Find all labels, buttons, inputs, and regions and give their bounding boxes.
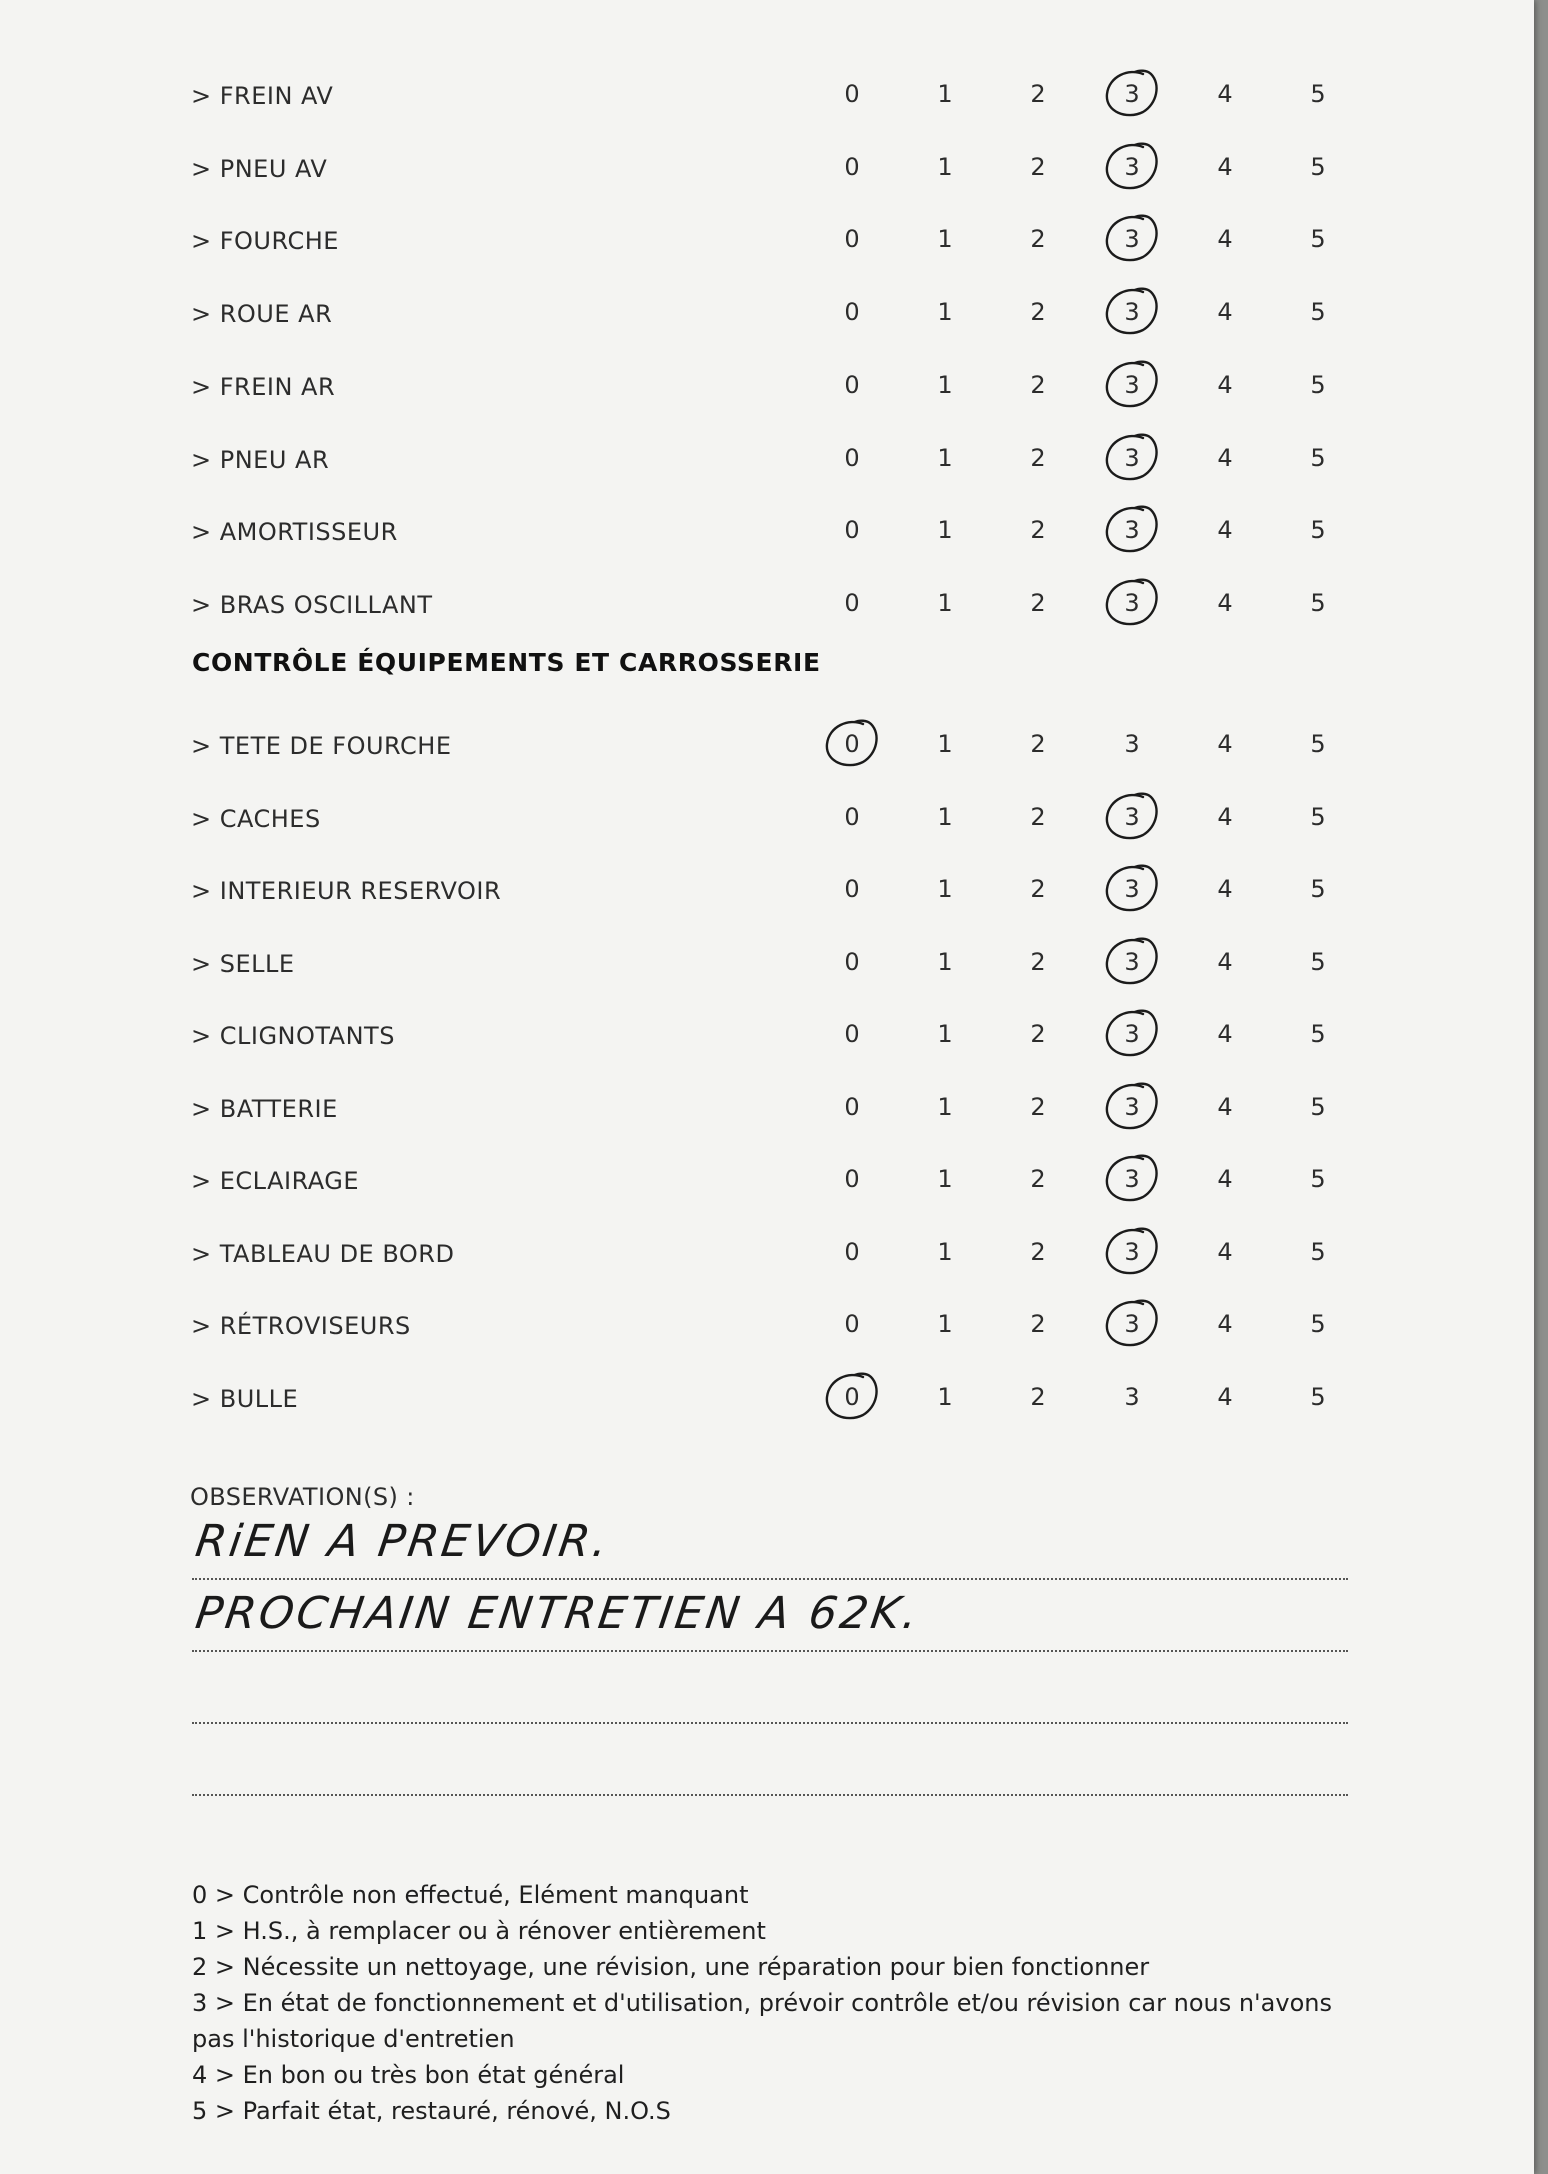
rating-value: 3 xyxy=(1124,1237,1140,1266)
checklist-item-label: > BULLE xyxy=(191,1384,299,1413)
rating-value: 3 xyxy=(1124,1165,1140,1193)
rating-option-4 xyxy=(1205,589,1245,617)
rating-value: 0 xyxy=(844,298,860,327)
rating-option-0 xyxy=(832,80,872,108)
rating-option-5 xyxy=(1298,875,1338,903)
rating-option-3 xyxy=(1112,1238,1152,1266)
rating-option-1 xyxy=(925,1310,965,1338)
rating-value: 1 xyxy=(937,1382,953,1411)
rating-value: 1 xyxy=(937,152,953,181)
rating-option-4 xyxy=(1205,730,1245,758)
rating-option-4 xyxy=(1205,803,1245,831)
rating-value: 1 xyxy=(937,80,953,108)
rating-option-1 xyxy=(925,1383,965,1411)
rating-value: 4 xyxy=(1217,1382,1233,1411)
rating-value: 5 xyxy=(1310,443,1326,472)
rating-option-0 xyxy=(832,948,872,976)
checklist-row xyxy=(0,1228,1534,1288)
rating-option-5 xyxy=(1298,516,1338,544)
rating-option-2 xyxy=(1018,875,1058,903)
rating-value: 1 xyxy=(937,730,953,758)
rating-value: 5 xyxy=(1310,152,1326,181)
rating-option-3 xyxy=(1112,589,1152,617)
handwritten-observation-2: PROCHAIN ENTRETIEN A 62K. xyxy=(192,1588,924,1639)
rating-option-0 xyxy=(832,1020,872,1048)
rating-value: 4 xyxy=(1217,80,1233,108)
rating-value: 3 xyxy=(1124,443,1140,472)
rating-option-1 xyxy=(925,225,965,253)
rating-option-2 xyxy=(1018,1020,1058,1048)
rating-value: 3 xyxy=(1124,370,1140,399)
rating-option-4 xyxy=(1205,1093,1245,1121)
rating-value: 0 xyxy=(844,875,860,903)
rating-option-1 xyxy=(925,803,965,831)
observation-line-4 xyxy=(192,1794,1348,1796)
rating-option-1 xyxy=(925,153,965,181)
rating-option-4 xyxy=(1205,80,1245,108)
checklist-row xyxy=(0,1155,1534,1215)
checklist-item-label: > FOURCHE xyxy=(191,227,339,256)
checklist-row xyxy=(0,434,1534,494)
rating-option-1 xyxy=(925,589,965,617)
rating-value: 2 xyxy=(1030,80,1046,108)
legend-item-5: 5 > Parfait état, restauré, rénové, N.O.S xyxy=(192,2097,671,2125)
rating-option-2 xyxy=(1018,444,1058,472)
rating-option-0 xyxy=(832,1165,872,1193)
checklist-item-label: > INTERIEUR RESERVOIR xyxy=(191,877,502,905)
observation-line-3 xyxy=(192,1722,1348,1724)
rating-value: 1 xyxy=(937,1310,953,1338)
rating-option-0 xyxy=(832,875,872,903)
rating-option-3 xyxy=(1112,298,1152,326)
rating-option-2 xyxy=(1018,225,1058,253)
rating-option-5 xyxy=(1298,444,1338,472)
rating-option-1 xyxy=(925,1093,965,1121)
rating-value: 1 xyxy=(937,225,953,254)
rating-option-0 xyxy=(832,730,872,758)
rating-value: 1 xyxy=(937,947,953,976)
rating-value: 4 xyxy=(1217,152,1233,181)
rating-option-5 xyxy=(1298,371,1338,399)
rating-value: 4 xyxy=(1217,225,1233,254)
rating-option-2 xyxy=(1018,153,1058,181)
rating-option-5 xyxy=(1298,80,1338,108)
rating-value: 1 xyxy=(937,298,953,327)
rating-value: 1 xyxy=(937,1020,953,1048)
rating-value: 2 xyxy=(1030,730,1046,758)
rating-option-5 xyxy=(1298,1310,1338,1338)
rating-option-5 xyxy=(1298,589,1338,617)
legend-item-3: 3 > En état de fonctionnement et d'utilisation, prévoir contrôle et/ou révision car nous n'avons pas l'historique d'entretien xyxy=(192,1989,1332,2053)
rating-option-3 xyxy=(1112,948,1152,976)
rating-option-0 xyxy=(832,803,872,831)
rating-option-1 xyxy=(925,298,965,326)
rating-value: 5 xyxy=(1310,1165,1326,1193)
rating-option-3 xyxy=(1112,1383,1152,1411)
rating-value: 0 xyxy=(844,1310,860,1338)
rating-option-1 xyxy=(925,1238,965,1266)
rating-option-1 xyxy=(925,80,965,108)
rating-option-4 xyxy=(1205,516,1245,544)
rating-option-1 xyxy=(925,1020,965,1048)
observation-line-2 xyxy=(192,1650,1348,1652)
rating-option-2 xyxy=(1018,589,1058,617)
rating-value: 2 xyxy=(1030,875,1046,903)
rating-option-5 xyxy=(1298,1093,1338,1121)
rating-value: 2 xyxy=(1030,370,1046,399)
rating-value: 0 xyxy=(844,516,860,545)
rating-value: 0 xyxy=(844,588,860,617)
rating-option-2 xyxy=(1018,516,1058,544)
rating-value: 0 xyxy=(844,1020,860,1048)
rating-value: 0 xyxy=(844,225,860,254)
rating-value: 4 xyxy=(1217,875,1233,903)
rating-option-2 xyxy=(1018,371,1058,399)
rating-value: 4 xyxy=(1217,443,1233,472)
rating-option-5 xyxy=(1298,1020,1338,1048)
rating-value: 4 xyxy=(1217,588,1233,617)
rating-value: 0 xyxy=(844,443,860,472)
rating-value: 3 xyxy=(1124,1020,1140,1048)
rating-option-4 xyxy=(1205,875,1245,903)
rating-option-4 xyxy=(1205,153,1245,181)
checklist-item-label: > BRAS OSCILLANT xyxy=(191,590,433,619)
rating-value: 0 xyxy=(844,1092,860,1121)
checklist-item-label: > BATTERIE xyxy=(191,1094,338,1123)
rating-option-4 xyxy=(1205,371,1245,399)
checklist-item-label: > ROUE AR xyxy=(191,300,333,329)
rating-value: 2 xyxy=(1030,225,1046,254)
rating-value: 3 xyxy=(1124,730,1140,758)
rating-value: 2 xyxy=(1030,152,1046,181)
rating-option-1 xyxy=(925,948,965,976)
rating-value: 5 xyxy=(1310,80,1326,108)
rating-option-0 xyxy=(832,1310,872,1338)
rating-value: 2 xyxy=(1030,1092,1046,1121)
rating-option-4 xyxy=(1205,1020,1245,1048)
rating-value: 0 xyxy=(844,802,860,831)
rating-value: 4 xyxy=(1217,516,1233,545)
rating-value: 5 xyxy=(1310,370,1326,399)
rating-value: 0 xyxy=(844,370,860,399)
rating-value: 0 xyxy=(844,152,860,181)
checklist-item-label: > TABLEAU DE BORD xyxy=(191,1239,455,1268)
rating-option-5 xyxy=(1298,298,1338,326)
rating-value: 1 xyxy=(937,1165,953,1193)
rating-value: 4 xyxy=(1217,1092,1233,1121)
rating-option-4 xyxy=(1205,225,1245,253)
rating-option-3 xyxy=(1112,730,1152,758)
rating-option-3 xyxy=(1112,1310,1152,1338)
checklist-row xyxy=(0,938,1534,998)
rating-option-2 xyxy=(1018,1165,1058,1193)
checklist-row xyxy=(0,1373,1534,1433)
rating-value: 1 xyxy=(937,516,953,545)
rating-value: 1 xyxy=(937,802,953,831)
rating-option-4 xyxy=(1205,1165,1245,1193)
checklist-item-label: > CACHES xyxy=(191,804,321,833)
rating-option-0 xyxy=(832,589,872,617)
rating-option-1 xyxy=(925,444,965,472)
rating-option-4 xyxy=(1205,444,1245,472)
rating-option-2 xyxy=(1018,80,1058,108)
legend-item-4: 4 > En bon ou très bon état général xyxy=(192,2061,625,2089)
checklist-row xyxy=(0,506,1534,566)
rating-value: 3 xyxy=(1124,875,1140,903)
rating-option-3 xyxy=(1112,371,1152,399)
rating-option-5 xyxy=(1298,1165,1338,1193)
rating-option-0 xyxy=(832,153,872,181)
rating-option-4 xyxy=(1205,1383,1245,1411)
rating-option-3 xyxy=(1112,225,1152,253)
rating-value: 2 xyxy=(1030,1165,1046,1193)
rating-option-2 xyxy=(1018,298,1058,326)
rating-value: 3 xyxy=(1124,152,1140,181)
rating-value: 0 xyxy=(844,1165,860,1193)
rating-value: 3 xyxy=(1124,516,1140,545)
rating-option-0 xyxy=(832,444,872,472)
rating-value: 5 xyxy=(1310,588,1326,617)
rating-value: 2 xyxy=(1030,516,1046,545)
rating-option-0 xyxy=(832,1238,872,1266)
checklist-row xyxy=(0,579,1534,639)
rating-option-2 xyxy=(1018,803,1058,831)
rating-value: 2 xyxy=(1030,1237,1046,1266)
checklist-item-label: > TETE DE FOURCHE xyxy=(191,732,452,760)
checklist-item-label: > FREIN AR xyxy=(191,372,336,401)
rating-option-1 xyxy=(925,371,965,399)
checklist-item-label: > RÉTROVISEURS xyxy=(191,1312,411,1340)
rating-value: 5 xyxy=(1310,802,1326,831)
rating-option-0 xyxy=(832,1093,872,1121)
checklist-row xyxy=(0,1010,1534,1070)
legend-item-1: 1 > H.S., à remplacer ou à rénover entièrement xyxy=(192,1917,766,1945)
rating-option-4 xyxy=(1205,1310,1245,1338)
checklist-row xyxy=(0,720,1534,780)
rating-value: 3 xyxy=(1124,1092,1140,1121)
rating-option-4 xyxy=(1205,298,1245,326)
checklist-row xyxy=(0,1300,1534,1360)
checklist-item-label: > SELLE xyxy=(191,949,295,978)
rating-value: 5 xyxy=(1310,298,1326,327)
rating-option-5 xyxy=(1298,153,1338,181)
rating-value: 3 xyxy=(1124,588,1140,617)
rating-option-3 xyxy=(1112,444,1152,472)
rating-value: 1 xyxy=(937,443,953,472)
rating-option-1 xyxy=(925,875,965,903)
rating-option-2 xyxy=(1018,1093,1058,1121)
rating-option-4 xyxy=(1205,1238,1245,1266)
rating-option-3 xyxy=(1112,875,1152,903)
handwritten-observation-1: RiEN A PREVOIR. xyxy=(192,1516,614,1567)
rating-value: 1 xyxy=(937,588,953,617)
rating-value: 3 xyxy=(1124,802,1140,831)
checklist-row xyxy=(0,288,1534,348)
rating-value: 0 xyxy=(844,1237,860,1266)
rating-value: 5 xyxy=(1310,225,1326,254)
observation-line-1 xyxy=(192,1578,1348,1580)
rating-value: 2 xyxy=(1030,1020,1046,1048)
rating-option-5 xyxy=(1298,225,1338,253)
rating-value: 3 xyxy=(1124,947,1140,976)
rating-value: 2 xyxy=(1030,947,1046,976)
rating-value: 3 xyxy=(1124,1382,1140,1411)
rating-value: 0 xyxy=(844,1382,860,1411)
rating-option-3 xyxy=(1112,153,1152,181)
checklist-item-label: > PNEU AR xyxy=(191,445,330,474)
rating-value: 1 xyxy=(937,370,953,399)
checklist-item-label: > PNEU AV xyxy=(191,154,328,183)
rating-option-5 xyxy=(1298,948,1338,976)
rating-value: 2 xyxy=(1030,1382,1046,1411)
rating-value: 5 xyxy=(1310,516,1326,545)
rating-value: 4 xyxy=(1217,802,1233,831)
checklist-item-label: > ECLAIRAGE xyxy=(191,1167,360,1195)
rating-option-4 xyxy=(1205,948,1245,976)
rating-option-2 xyxy=(1018,1238,1058,1266)
rating-value: 2 xyxy=(1030,802,1046,831)
rating-value: 4 xyxy=(1217,298,1233,327)
rating-option-2 xyxy=(1018,1383,1058,1411)
checklist-item-label: > FREIN AV xyxy=(191,82,334,110)
rating-value: 5 xyxy=(1310,947,1326,976)
rating-option-5 xyxy=(1298,730,1338,758)
section-title: CONTRÔLE ÉQUIPEMENTS ET CARROSSERIE xyxy=(192,648,821,677)
rating-value: 4 xyxy=(1217,370,1233,399)
rating-value: 1 xyxy=(937,875,953,903)
rating-value: 4 xyxy=(1217,730,1233,758)
checklist-row xyxy=(0,70,1534,130)
rating-value: 3 xyxy=(1124,225,1140,254)
rating-value: 1 xyxy=(937,1092,953,1121)
rating-value: 1 xyxy=(937,1237,953,1266)
rating-value: 3 xyxy=(1124,298,1140,327)
rating-option-5 xyxy=(1298,803,1338,831)
rating-value: 5 xyxy=(1310,1092,1326,1121)
rating-value: 5 xyxy=(1310,1382,1326,1411)
rating-option-2 xyxy=(1018,948,1058,976)
rating-option-0 xyxy=(832,1383,872,1411)
rating-value: 4 xyxy=(1217,1237,1233,1266)
rating-option-3 xyxy=(1112,80,1152,108)
rating-value: 4 xyxy=(1217,1310,1233,1338)
checklist-row xyxy=(0,361,1534,421)
rating-value: 0 xyxy=(844,730,860,758)
rating-option-1 xyxy=(925,516,965,544)
rating-option-5 xyxy=(1298,1238,1338,1266)
rating-value: 4 xyxy=(1217,1165,1233,1193)
rating-option-0 xyxy=(832,298,872,326)
checklist-row xyxy=(0,1083,1534,1143)
legend-item-0: 0 > Contrôle non effectué, Elément manquant xyxy=(192,1881,749,1909)
rating-value: 5 xyxy=(1310,875,1326,903)
rating-option-5 xyxy=(1298,1383,1338,1411)
rating-value: 0 xyxy=(844,947,860,976)
rating-value: 5 xyxy=(1310,1237,1326,1266)
observations-label: OBSERVATION(S) : xyxy=(190,1483,415,1511)
rating-option-2 xyxy=(1018,1310,1058,1338)
rating-value: 4 xyxy=(1217,1020,1233,1048)
rating-option-1 xyxy=(925,1165,965,1193)
rating-value: 5 xyxy=(1310,730,1326,758)
legend-item-2: 2 > Nécessite un nettoyage, une révision, une réparation pour bien fonctionner xyxy=(192,1953,1150,1981)
checklist-item-label: > CLIGNOTANTS xyxy=(191,1022,395,1050)
rating-option-3 xyxy=(1112,1020,1152,1048)
rating-value: 2 xyxy=(1030,298,1046,327)
rating-option-0 xyxy=(832,225,872,253)
rating-value: 5 xyxy=(1310,1020,1326,1048)
rating-value: 5 xyxy=(1310,1310,1326,1338)
rating-option-0 xyxy=(832,516,872,544)
checklist-row xyxy=(0,215,1534,275)
rating-value: 2 xyxy=(1030,443,1046,472)
rating-value: 3 xyxy=(1124,1310,1140,1338)
rating-value: 0 xyxy=(844,80,860,108)
rating-option-3 xyxy=(1112,803,1152,831)
rating-option-0 xyxy=(832,371,872,399)
rating-legend xyxy=(192,1877,1342,2129)
rating-value: 3 xyxy=(1124,80,1140,108)
rating-option-1 xyxy=(925,730,965,758)
rating-value: 2 xyxy=(1030,1310,1046,1338)
rating-option-2 xyxy=(1018,730,1058,758)
checklist-row xyxy=(0,865,1534,925)
rating-value: 4 xyxy=(1217,947,1233,976)
checklist-item-label: > AMORTISSEUR xyxy=(191,518,398,547)
checklist-row xyxy=(0,143,1534,203)
rating-option-3 xyxy=(1112,1165,1152,1193)
checklist-row xyxy=(0,793,1534,853)
rating-option-3 xyxy=(1112,1093,1152,1121)
rating-value: 2 xyxy=(1030,588,1046,617)
rating-option-3 xyxy=(1112,516,1152,544)
